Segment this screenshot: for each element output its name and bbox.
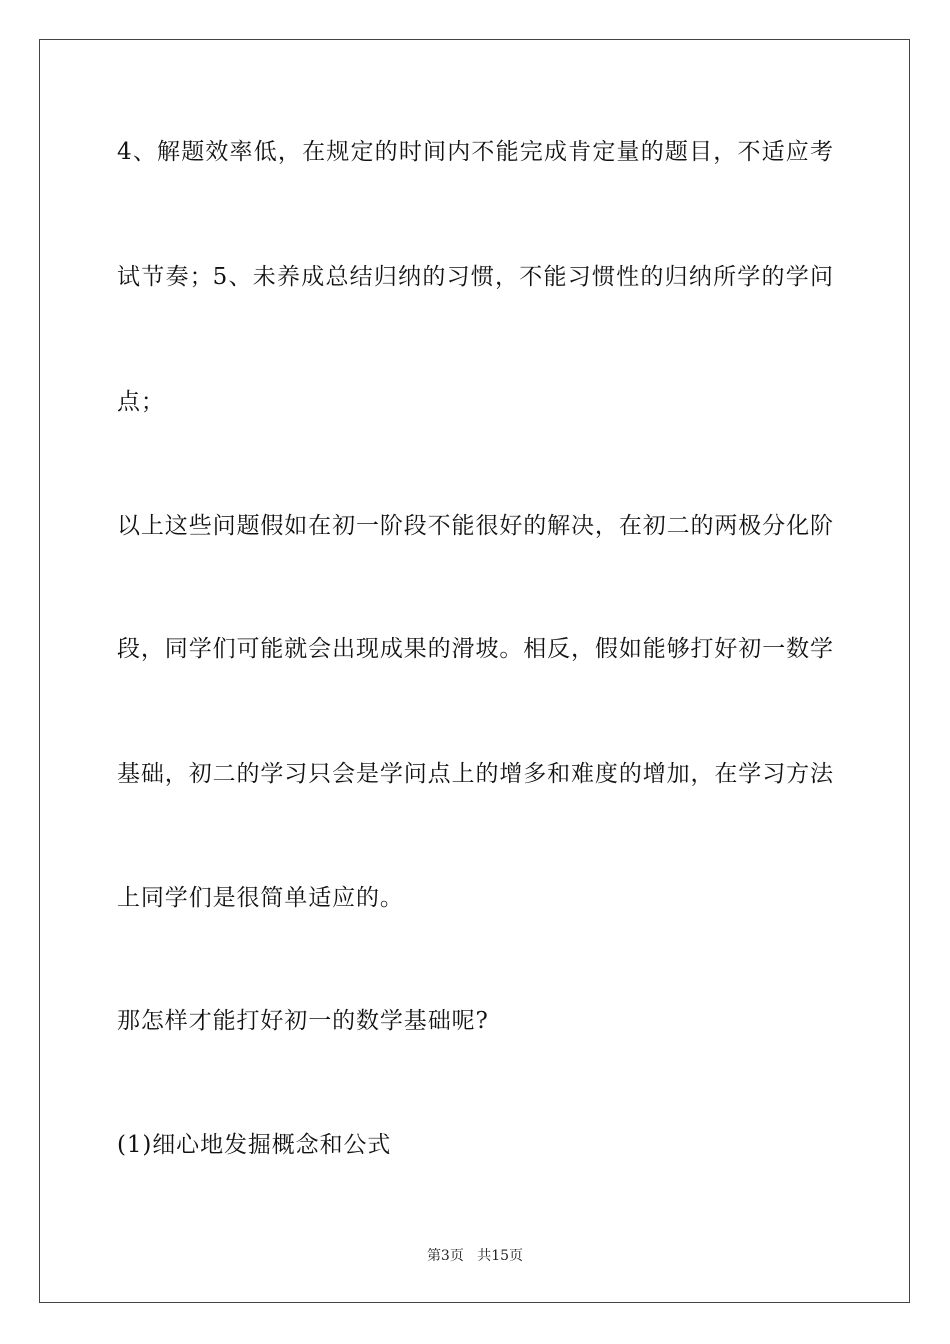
paragraph-line-1: 4、解题效率低，在规定的时间内不能完成肯定量的题目，不适应考: [117, 139, 833, 165]
paragraph-line-6: 基础，初二的学习只会是学问点上的增多和难度的增加，在学习方法: [117, 761, 833, 787]
page-total: 共15页: [477, 1248, 524, 1264]
page-footer: [0, 1247, 950, 1265]
paragraph-line-2: 试节奏；5、未养成总结归纳的习惯，不能习惯性的归纳所学的学问: [117, 264, 833, 290]
question-line: 那怎样才能打好初一的数学基础呢?: [117, 1008, 489, 1034]
section-heading: (1)细心地发掘概念和公式: [117, 1132, 392, 1158]
paragraph-line-5: 段，同学们可能就会出现成果的滑坡。相反，假如能够打好初一数学: [117, 636, 833, 662]
paragraph-line-7: 上同学们是很简单适应的。: [117, 885, 404, 911]
paragraph-line-4: 以上这些问题假如在初一阶段不能很好的解决，在初二的两极分化阶: [117, 513, 833, 539]
page-number: 第3页: [426, 1248, 464, 1264]
paragraph-line-3: 点；: [117, 389, 165, 415]
page-border: [39, 39, 910, 1303]
